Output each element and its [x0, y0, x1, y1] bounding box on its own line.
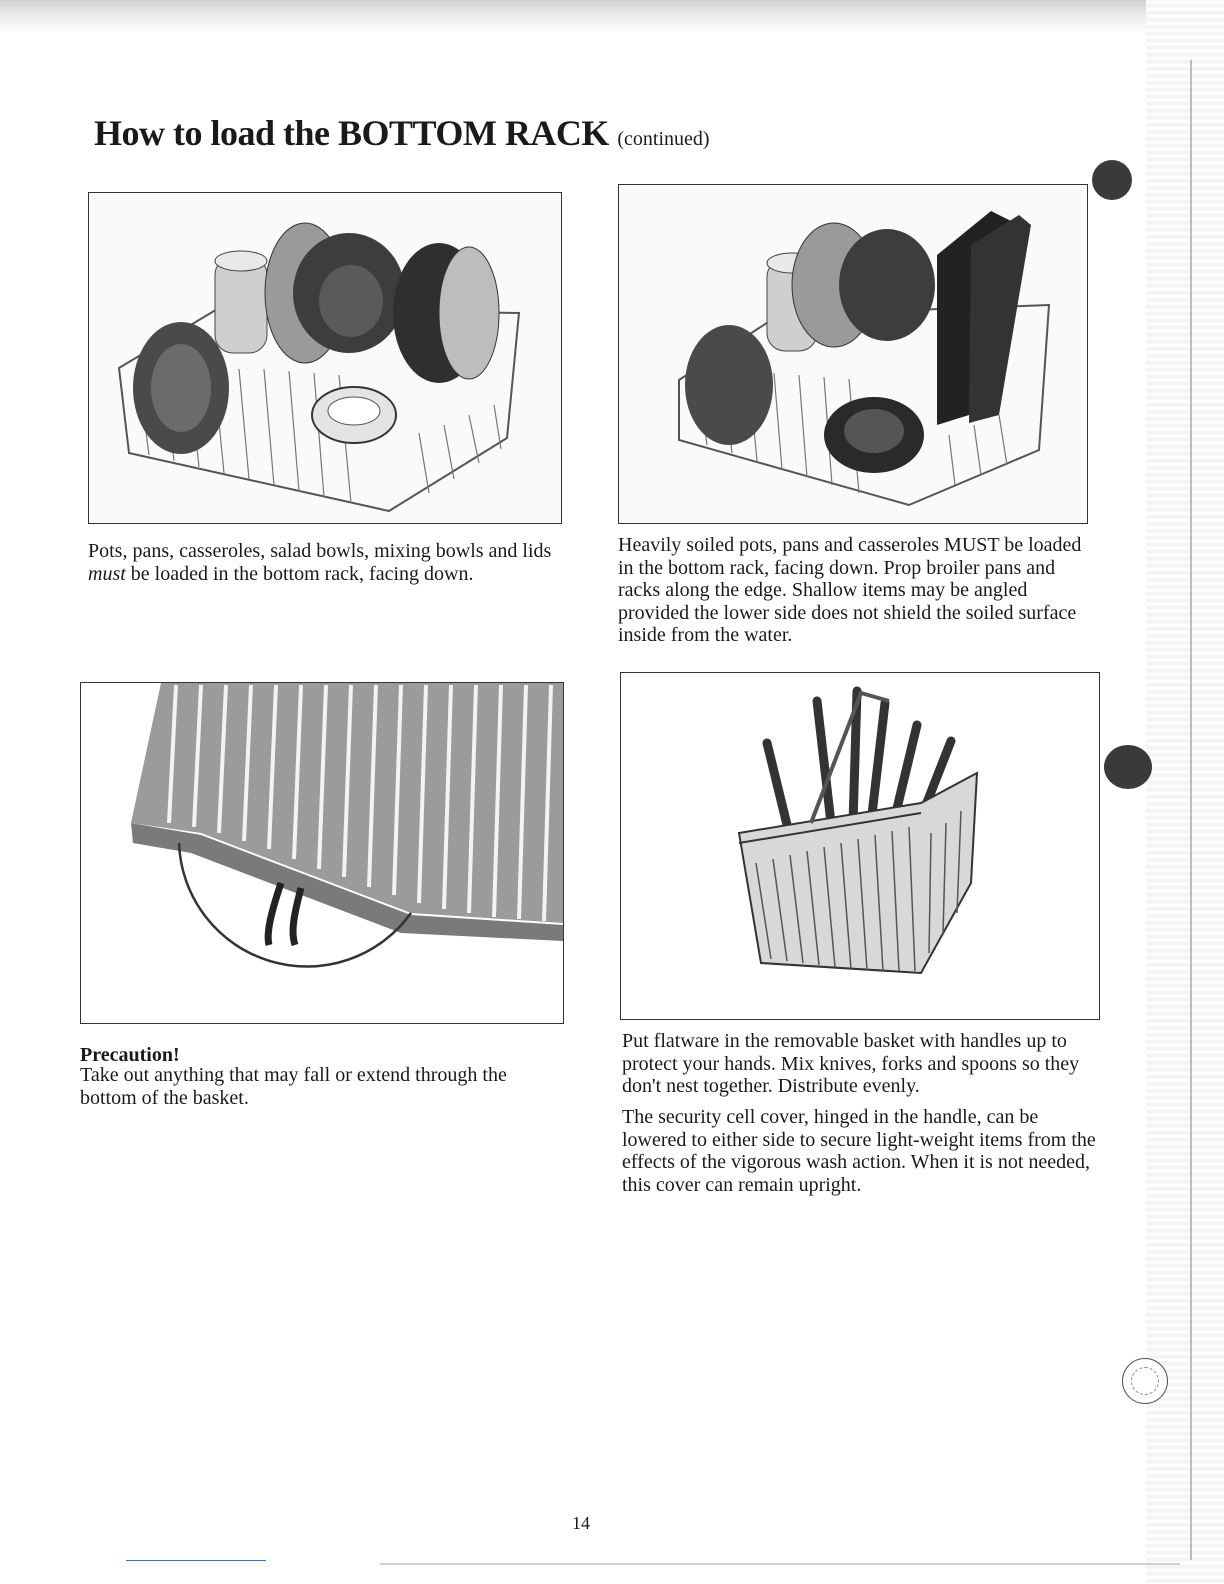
- page-edge-line: [1190, 60, 1192, 1560]
- binder-hole-marker: [1104, 745, 1152, 789]
- caption-flatware-2: The security cell cover, hinged in the handle, can be lowered to either side to secure light-weight items from the effects of the vigorous wash action. When it is not needed, this cover can remain upright.: [622, 1106, 1096, 1196]
- scan-bottom-line: [380, 1563, 1180, 1565]
- precaution-heading: Precaution!: [80, 1044, 180, 1066]
- illustration-item-through-basket: [81, 683, 563, 1023]
- figure-precaution: [80, 682, 564, 1024]
- page-title: [94, 112, 710, 154]
- caption-dishes-emphasis: must: [88, 562, 126, 585]
- illustration-flatware-basket: [621, 673, 1099, 1019]
- scan-top-edge: [0, 0, 1224, 34]
- caption-dishes: [88, 540, 558, 585]
- scan-bottom-mark: [126, 1560, 266, 1561]
- scan-right-margin: [1146, 0, 1224, 1584]
- page-title-continued: (continued): [617, 128, 710, 150]
- illustration-rack-with-broiler-pans: [619, 185, 1087, 523]
- caption-heavily-soiled: Heavily soiled pots, pans and casseroles MUST be loaded in the bottom rack, facing down. Prop broiler pans and racks along the edge. Shallow items may be angled provided the lower side does not shield the soiled surface inside from the water.: [618, 534, 1082, 646]
- caption-dishes-pre: Pots, pans, casseroles, salad bowls, mixing bowls and lids: [88, 540, 552, 562]
- caption-flatware-1: Put flatware in the removable basket with handles up to protect your hands. Mix knives, forks and spoons so they don't nest together. Distribute evenly.: [622, 1030, 1080, 1097]
- figure-bottom-rack-dishes: [88, 192, 562, 524]
- figure-bottom-rack-pans: [618, 184, 1088, 524]
- page-title-main: How to load the BOTTOM RACK: [94, 113, 609, 153]
- binder-hole-ring: [1122, 1358, 1168, 1404]
- caption-precaution: Take out anything that may fall or extend through the bottom of the basket.: [80, 1064, 507, 1109]
- caption-dishes-post: be loaded in the bottom rack, facing down.: [125, 562, 474, 585]
- figure-flatware-basket: [620, 672, 1100, 1020]
- illustration-rack-with-pots: [89, 193, 561, 523]
- binder-hole-marker: [1092, 160, 1132, 200]
- page-number: 14: [572, 1513, 590, 1533]
